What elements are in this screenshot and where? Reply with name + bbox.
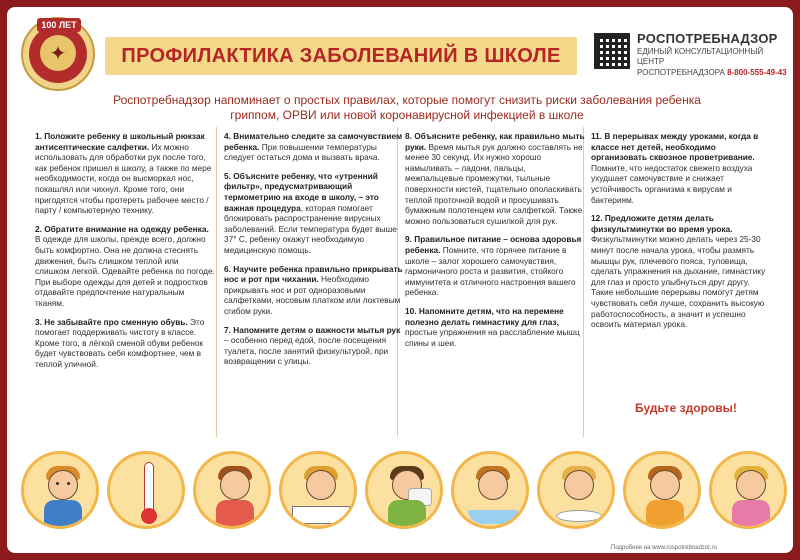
rospotrebnadzor-emblem-icon [21, 17, 95, 91]
tip-4 [224, 131, 404, 163]
tip-12-text: Физкультминутки можно делать через 25-30 минут после начала урока, чтобы размять мышцы рук, плечевого пояса, туловища, сделать упражнения на дыхание, гимнастику для глаз и просто улыбнуться друг другу. Такие небольшие перерывы помогут детям чувствовать себя лучше, сохранить высокую работоспособность, а значит и успешно освоить материал урока. [591, 234, 766, 330]
tip-11 [591, 131, 771, 205]
title-band [105, 37, 577, 75]
tip-9-text: Помните, что горячее питание в школе – залог хорошего самочувствия, гармоничного роста и развития, стойкого иммунитета и отличного настроения вашего ребенка. [405, 244, 576, 298]
tip-4-text: При повышении температуры следует остаться дома и вызвать врача. [224, 141, 380, 163]
kid-cold-illustration [193, 451, 271, 529]
brand-subtitle-2: РОСПОТРЕБНАДЗОРА [637, 68, 725, 77]
kid-body [646, 500, 684, 529]
brand-phone: 8-800-555-49-43 [727, 68, 787, 77]
tip-1-heading: 1. Положите ребенку в школьный рюкзак антисептические салфетки. [35, 131, 205, 152]
kid-body [216, 500, 254, 529]
poster-sheet [7, 7, 793, 553]
tip-11-heading: 11. В перерывах между уроками, когда в классе нет детей, необходимо организовать сквозное проветривание. [591, 131, 759, 163]
emblem-anniversary-label: 100 ЛЕТ [37, 18, 81, 32]
kid-studying-illustration [279, 451, 357, 529]
kid-eye [56, 482, 59, 485]
kid-sneezing-illustration [365, 451, 443, 529]
tip-3 [35, 317, 215, 370]
column-divider [216, 127, 217, 437]
tip-7-text: – особенно перед едой, после посещения туалета, после занятий физкультурой, при возвращении с улицы. [224, 335, 389, 367]
tip-8-heading: 8. Объясните ребенку, как правильно мыть руки. [405, 131, 585, 152]
kid-head [48, 470, 78, 500]
illustration-strip [7, 439, 793, 553]
kid-head [220, 470, 250, 500]
footer-note: Подробнее на www.rospotrebnadzor.ru [611, 545, 717, 551]
tip-1 [35, 131, 215, 216]
kid-head [564, 470, 594, 500]
kid-backpack-illustration [21, 451, 99, 529]
thermometer-illustration [107, 451, 185, 529]
tip-5 [224, 171, 404, 256]
closing-text: Будьте здоровы! [635, 401, 737, 415]
page-title: ПРОФИЛАКТИКА ЗАБОЛЕВАНИЙ В ШКОЛЕ [121, 45, 561, 67]
kid-head [650, 470, 680, 500]
tip-6-text: Необходимо прикрывать нос и рот одноразовыми салфетками, носовым платком или локтевым сгибом руки. [224, 274, 401, 316]
brand-block [637, 31, 787, 78]
kid-eye [67, 482, 70, 485]
tips-column-3 [405, 131, 585, 356]
tip-2-heading: 2. Обратите внимание на одежду ребенка. [35, 223, 209, 234]
plate-icon [556, 510, 602, 522]
tip-9-heading: 9. Правильное питание – основа здоровья ребенка. [405, 234, 582, 255]
kid-exercising-illustration [623, 451, 701, 529]
tip-10-text: простые упражнения на расслабление мышц спины и шеи. [405, 327, 580, 348]
tip-5-heading: 5. Объясните ребенку, что «утренний фильтр», предусматривающий термометрию на входе в школу, – это важная процедура [224, 170, 379, 213]
tip-1-text: Их можно использовать для обработки рук после того, как ребенок пришел в школу, а также по мере необходимости, когда он высморкал нос, покашлял или чихнул. Кроме того, они пригодятся чтобы протереть рабочее место / парту / компьютерную технику. [35, 141, 212, 216]
tip-2-text: В одежде для школы, прежде всего, должно быть комфортно. Она не должна стеснять движения, быть слишком теплой или слишком легкой. Одевайте ребенка по погоде. При выборе одежды для детей и подростков отдавайте предпочтение натуральным тканям. [35, 234, 215, 308]
kid-eating-illustration [537, 451, 615, 529]
tip-10-heading: 10. Напомните детям, что на перемене полезно делать гимнастику для глаз, [405, 305, 564, 327]
tip-12-heading: 12. Предложите детям делать физкультминутки во время урока. [591, 213, 733, 234]
tips-column-1 [35, 131, 215, 377]
kid-body [732, 500, 770, 529]
qr-code-icon [594, 33, 630, 69]
tip-7 [224, 325, 404, 367]
brand-subtitle-1: ЕДИНЫЙ КОНСУЛЬТАЦИОННЫЙ ЦЕНТР [637, 47, 764, 66]
tip-3-heading: 3. Не забывайте про сменную обувь. [35, 316, 188, 327]
tip-6 [224, 264, 404, 317]
book-icon [292, 506, 350, 524]
kid-body [388, 500, 426, 529]
tip-2 [35, 224, 215, 309]
tip-8-text: Время мытья рук должно составлять не менее 30 секунд. Их нужно хорошо намыливать – ладони, пальцы, межпальцевые промежутки, тыльные поверхности кистей, тщательно ополаскивать теплой проточной водой и просушивать бумажным полотенцем или салфеткой. Также можно пользоваться сушилкой для рук. [405, 141, 583, 226]
tip-9 [405, 234, 585, 298]
thermometer-bulb [141, 508, 157, 524]
brand-name: РОСПОТРЕБНАДЗОР [637, 31, 778, 46]
intro-text: Роспотребнадзор напоминает о простых правилах, которые помогут снизить риски заболевания ребенка гриппом, ОРВИ или новой коронавирусной инфекцией в школе [113, 93, 701, 122]
tip-5-text: , которая помогает блокировать распространение вирусных заболеваний. Если температура будет выше 37° С, ребенку окажут необходимую медицинскую помощь. [224, 202, 397, 255]
sink-icon [468, 510, 518, 524]
kid-head [306, 470, 336, 500]
tip-10 [405, 306, 585, 348]
eagle-icon: ✦ [40, 35, 76, 71]
brand-subtitle-line-2 [637, 68, 787, 78]
tip-11-text: Помните, что недостаток свежего воздуха ухудшает самочувствие и снижает устойчивость организма к вирусам и бактериям. [591, 162, 753, 205]
tips-column-4 [591, 131, 771, 338]
thermometer-tube [144, 462, 154, 514]
kid-head [478, 470, 508, 500]
tip-12 [591, 213, 771, 330]
tips-column-2 [224, 131, 404, 375]
tip-7-heading: 7. Напомните детям о важности мытья рук [224, 324, 401, 335]
kid-body [44, 500, 82, 529]
kid-girl-illustration [709, 451, 787, 529]
kid-washing-hands-illustration [451, 451, 529, 529]
tip-4-heading: 4. Внимательно следите за самочувствием ребенка. [224, 131, 403, 152]
tip-3-text: Это помогает поддерживать чистоту в классе. Кроме того, в лёгкой сменой обуви ребенок будет чувствовать себя комфортнее, чем в теплой уличной. [35, 316, 205, 369]
kid-head [736, 470, 766, 500]
tip-8 [405, 131, 585, 226]
tip-6-heading: 6. Научите ребенка правильно прикрывать нос и рот при чихании. [224, 263, 403, 285]
